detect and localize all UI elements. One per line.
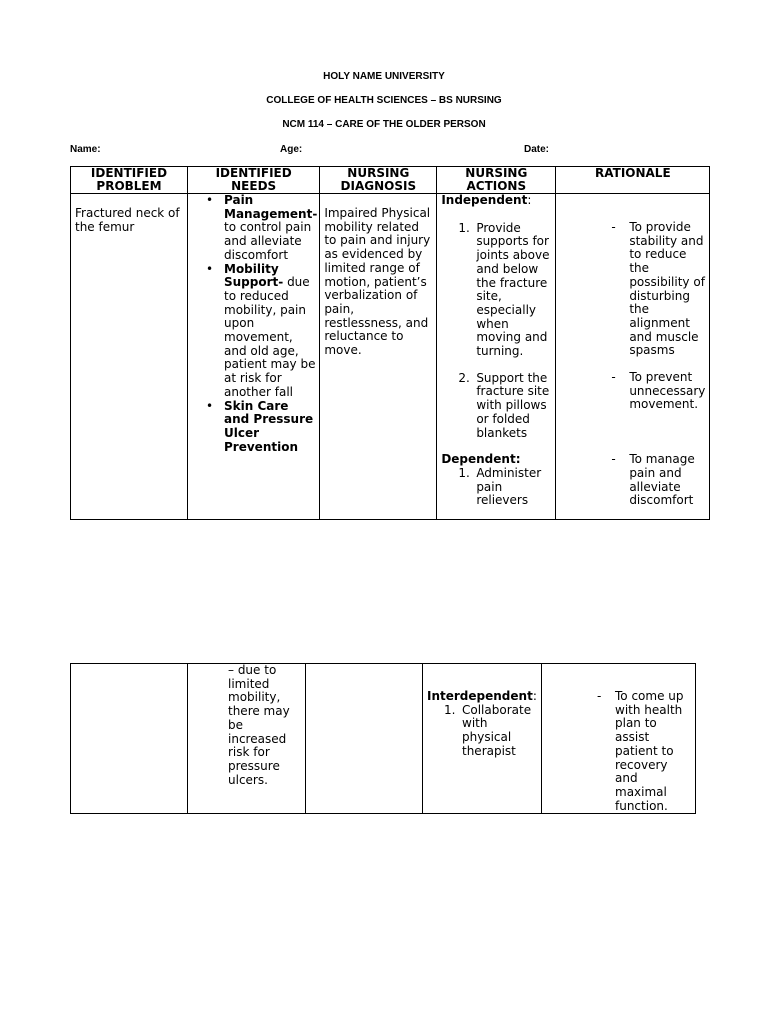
problem-cell xyxy=(71,194,188,520)
university-name: HOLY NAME UNIVERSITY xyxy=(323,71,445,82)
independent-label: Independent xyxy=(441,193,528,207)
col-header-diagnosis: NURSING DIAGNOSIS xyxy=(320,167,437,194)
actions-cell: Independent: 1. Provide supports for joints above and below the fracture site, especially when moving and turning. 2. Support the fracture site with pillows or folded blankets Dependent: 1. Administer pain relievers xyxy=(437,194,556,520)
table-row xyxy=(71,194,710,520)
interdependent-label: Interdependent xyxy=(427,689,533,703)
action-item: 1. Provide supports for joints above and below the fracture site, especially when moving and turning. xyxy=(458,220,550,359)
action-item: 2. Support the fracture site with pillows or folded blankets xyxy=(458,370,550,440)
need-text: due to reduced mobility, pain upon movement, and old age, patient may be at risk for another fall xyxy=(224,275,316,399)
rationale-item: - To come up with health plan to assist patient to recovery and maximal function. xyxy=(546,690,691,813)
rationale-list xyxy=(560,221,705,508)
problem-cell-continued xyxy=(71,664,188,814)
date-label: Date: xyxy=(524,144,550,155)
actions-cell-continued: Interdependent: 1. Collaborate with physical therapist xyxy=(423,664,542,814)
age-label: Age: xyxy=(280,144,303,155)
rationale-list-continued xyxy=(546,690,691,813)
dependent-label: Dependent: xyxy=(441,452,521,467)
interdependent-actions-list xyxy=(427,704,537,759)
need-text: to control pain and alleviate discomfort xyxy=(224,220,312,262)
rationale-item: - To prevent unnecessary movement. xyxy=(560,371,705,412)
diagnosis-cell-continued xyxy=(306,664,423,814)
table-header-row xyxy=(71,167,710,194)
need-title: Pain Management- xyxy=(224,193,318,221)
diagnosis-text: Impaired Physical mobility related to pain and injury as evidenced by limited range of motion, patient’s verbalization of pain, restlessness, and reluctance to move. xyxy=(324,206,431,358)
name-label: Name: xyxy=(70,144,101,155)
rationale-cell xyxy=(556,194,710,520)
needs-cell xyxy=(188,194,320,520)
dependent-actions-list xyxy=(441,467,551,508)
care-plan-table-continued xyxy=(70,663,696,814)
college-name: COLLEGE OF HEALTH SCIENCES – BS NURSING xyxy=(266,95,502,106)
col-header-actions: NURSING ACTIONS xyxy=(437,167,556,194)
diagnosis-cell xyxy=(320,194,437,520)
rationale-cell-continued xyxy=(542,664,696,814)
rationale-item: - To manage pain and alleviate discomfort xyxy=(560,453,705,508)
col-header-needs: IDENTIFIED NEEDS xyxy=(188,167,320,194)
need-item xyxy=(224,400,317,455)
care-plan-table xyxy=(70,166,710,520)
course-title: NCM 114 – CARE OF THE OLDER PERSON xyxy=(282,119,486,130)
need-text-continued: – due to limited mobility, there may be increased risk for pressure ulcers. xyxy=(228,663,290,787)
independent-actions-list xyxy=(441,222,551,441)
need-title: Mobility Support- xyxy=(224,261,284,290)
need-title: Skin Care and Pressure Ulcer Prevention xyxy=(224,398,314,454)
need-item xyxy=(224,194,317,263)
rationale-item: - To provide stability and to reduce the possibility of disturbing the alignment and muscle spasms xyxy=(560,221,705,358)
table-row xyxy=(71,664,696,814)
needs-cell-continued xyxy=(188,664,306,814)
col-header-rationale: RATIONALE xyxy=(556,167,710,194)
action-item: 1. Administer pain relievers xyxy=(458,465,542,508)
col-header-problem: IDENTIFIED PROBLEM xyxy=(71,167,188,194)
problem-text: Fractured neck of the femur xyxy=(75,206,180,234)
need-item xyxy=(224,263,317,400)
action-item: 1. Collaborate with physical therapist xyxy=(444,702,532,758)
